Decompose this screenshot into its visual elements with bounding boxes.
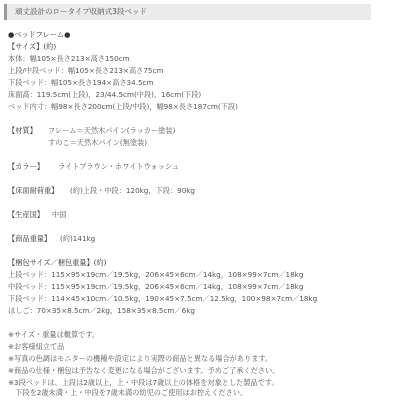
load-heading: 【床面耐荷重】 bbox=[8, 186, 59, 195]
packing-line: はしご：70×35×8.5cm／2kg，158×35×8.5cm／6kg bbox=[8, 306, 195, 315]
material-frame: フレーム＝天然木パイン(ラッカー塗装) bbox=[48, 126, 176, 135]
note-line: ※3段ベッドは、上段は2歳以上，上・中段は7歳以上の体格を対象とした製品です。 bbox=[8, 378, 279, 387]
note-line: ※写真の色調はモニターの機種や設定により実際の商品と異なる場合があります。 bbox=[8, 354, 273, 363]
packing-line: 中段ベッド：115×95×19cm／19.5kg，206×45×6cm／14kg，108×99×7cm／18kg bbox=[8, 282, 304, 291]
section-header bbox=[4, 4, 371, 20]
weight-value: (約)141kg bbox=[60, 234, 96, 243]
color-heading: 【カラー】 bbox=[8, 162, 44, 171]
note-line: ※サイズ・重量は概算です。 bbox=[8, 330, 100, 339]
section-title: 頑丈設計のロータイプ収納式3段ベッド bbox=[15, 7, 147, 16]
material-slats: すのこ＝天然木パイン(無塗装) bbox=[48, 138, 148, 147]
origin-heading: 【生産国】 bbox=[8, 210, 44, 219]
packing-line: 上段ベッド：115×95×19cm／19.5kg，206×45×6cm／14kg，108×99×7cm／18kg bbox=[8, 270, 304, 279]
material-heading: 【材質】 bbox=[8, 126, 37, 135]
size-line: 床面高：119.5cm(上段)，23/44.5cm(中段)，16cm(下段) bbox=[8, 90, 202, 99]
size-heading: 【サイズ】(約) bbox=[8, 42, 57, 51]
frame-title: ●ベッドフレーム● bbox=[8, 30, 71, 39]
size-line: 本体：幅105×長さ213×高さ150cm bbox=[8, 54, 130, 63]
color-value: ライトブラウン・ホワイトウォッシュ bbox=[58, 162, 180, 171]
packing-line: 下段ベッド：114×45×10cm／10.5kg，190×45×7.5cm／12.5kg，100×98×7cm／18kg bbox=[8, 294, 318, 303]
size-line: ベッド内寸：幅98×長さ200cm(上段/中段)，幅98×長さ187cm(下段) bbox=[8, 102, 238, 111]
load-value: (約)上段・中段：120kg，下段：90kg bbox=[70, 186, 195, 195]
size-line: 上段/中段ベッド：幅105×長さ213×高さ75cm bbox=[8, 66, 164, 75]
origin-value: 中国 bbox=[52, 210, 67, 219]
note-line: ※お客様組立て品 bbox=[8, 342, 65, 351]
spec-panel bbox=[4, 4, 396, 396]
weight-heading: 【商品重量】 bbox=[8, 234, 52, 243]
size-line: 下段ベッド：幅105×長さ194×高さ34.5cm bbox=[8, 78, 154, 87]
note-line: 下段を2歳未満・上・中段を7歳未満の幼児のご使用はお控えください。 bbox=[8, 388, 248, 397]
note-line: ※商品の仕様・梱包は予告なく変更になる場合がございます。予めご了承ください。 bbox=[8, 366, 280, 375]
packing-heading: 【梱包サイズ／梱包重量】(約) bbox=[8, 258, 107, 267]
